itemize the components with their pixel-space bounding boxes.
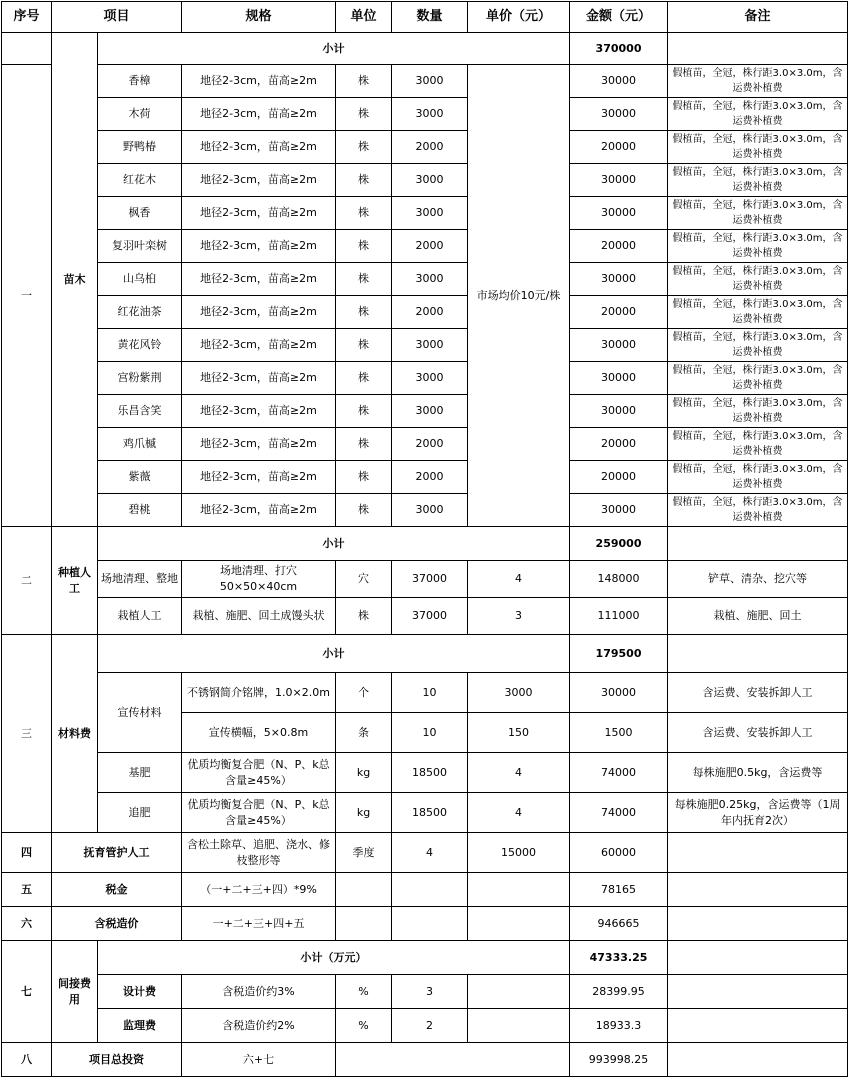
price-cell [468,907,570,941]
item-amount: 30000 [570,197,668,230]
item-unit: 株 [336,395,392,428]
item-amount: 78165 [570,873,668,907]
item-qty: 3000 [392,362,468,395]
item-name: 追肥 [98,793,182,833]
item-note: 假植苗，全冠，株行距3.0×3.0m，含运费补植费 [668,65,848,98]
item-spec: 地径2-3cm，苗高≥2m [182,263,336,296]
table-body [2,33,848,1077]
table-row [2,635,848,673]
item-note: 假植苗，全冠，株行距3.0×3.0m，含运费补植费 [668,329,848,362]
item-amount: 20000 [570,230,668,263]
item-amount: 30000 [570,362,668,395]
item-unit: % [336,1009,392,1043]
item-note: 栽植、施肥、回土 [668,598,848,635]
table-row [2,98,848,131]
section-number: 四 [2,833,52,873]
item-name: 野鸭椿 [98,131,182,164]
item-qty: 3000 [392,494,468,527]
section-number: 三 [2,635,52,833]
item-qty: 3000 [392,395,468,428]
item-amount: 18933.3 [570,1009,668,1043]
item-spec: 优质均衡复合肥（N、P、k总含量≥45%） [182,793,336,833]
item-unit: 个 [336,673,392,713]
item-name: 碧桃 [98,494,182,527]
section-name: 间接费用 [52,941,98,1043]
header-qty: 数量 [392,2,468,33]
item-qty: 2 [392,1009,468,1043]
item-unit: % [336,975,392,1009]
subtotal-label: 小计 [98,635,570,673]
item-name: 紫薇 [98,461,182,494]
header-price: 单价（元） [468,2,570,33]
item-name: 场地清理、整地 [98,561,182,598]
item-qty: 3000 [392,164,468,197]
item-name: 基肥 [98,753,182,793]
section-name: 含税造价 [52,907,182,941]
header-item: 项目 [52,2,182,33]
subtotal-label: 小计（万元） [98,941,570,975]
item-amount: 1500 [570,713,668,753]
item-qty: 10 [392,713,468,753]
table-row [2,907,848,941]
subtotal-amount: 179500 [570,635,668,673]
item-name: 黄花风铃 [98,329,182,362]
item-price: 15000 [468,833,570,873]
item-name: 红花油茶 [98,296,182,329]
item-amount: 148000 [570,561,668,598]
item-spec: 地径2-3cm，苗高≥2m [182,428,336,461]
item-unit: 株 [336,461,392,494]
item-note: 假植苗，全冠，株行距3.0×3.0m，含运费补植费 [668,395,848,428]
note-cell [668,833,848,873]
item-spec: 场地清理、打穴50×50×40cm [182,561,336,598]
item-price: 150 [468,713,570,753]
qty-cell [392,873,468,907]
item-spec: 地径2-3cm，苗高≥2m [182,65,336,98]
table-row [2,329,848,362]
price-cell [468,975,570,1009]
item-qty: 37000 [392,561,468,598]
item-amount: 74000 [570,753,668,793]
item-unit: 株 [336,598,392,635]
seq-cell [2,33,52,65]
table-row [2,197,848,230]
item-name: 枫香 [98,197,182,230]
item-qty: 2000 [392,461,468,494]
section-number: 五 [2,873,52,907]
item-qty: 3000 [392,98,468,131]
item-note: 含运费、安装拆卸人工 [668,673,848,713]
subtotal-amount: 370000 [570,33,668,65]
item-qty: 18500 [392,753,468,793]
item-qty: 37000 [392,598,468,635]
item-name: 山乌桕 [98,263,182,296]
section-number: 二 [2,527,52,635]
item-name: 监理费 [98,1009,182,1043]
item-note: 每株施肥0.25kg，含运费等（1周年内抚育2次） [668,793,848,833]
note-cell [668,941,848,975]
subtotal-label: 小计 [98,527,570,561]
note-cell [668,527,848,561]
item-note: 铲草、清杂、挖穴等 [668,561,848,598]
item-note: 假植苗，全冠，株行距3.0×3.0m，含运费补植费 [668,362,848,395]
table-row [2,753,848,793]
item-note: 假植苗，全冠，株行距3.0×3.0m，含运费补植费 [668,296,848,329]
item-qty: 3 [392,975,468,1009]
item-spec: 地径2-3cm，苗高≥2m [182,98,336,131]
item-qty: 2000 [392,428,468,461]
note-cell [668,33,848,65]
item-spec: 优质均衡复合肥（N、P、k总含量≥45%） [182,753,336,793]
table-row [2,598,848,635]
item-unit: 株 [336,362,392,395]
table-row [2,395,848,428]
item-unit: 株 [336,98,392,131]
item-spec: 含松土除草、追肥、浇水、修枝整形等 [182,833,336,873]
table-row [2,833,848,873]
item-unit: 株 [336,197,392,230]
price-cell [468,873,570,907]
item-spec: 六+七 [182,1043,336,1077]
item-unit: 株 [336,230,392,263]
item-spec: 地径2-3cm，苗高≥2m [182,131,336,164]
item-note: 假植苗，全冠，株行距3.0×3.0m，含运费补植费 [668,461,848,494]
table-row [2,527,848,561]
table-row [2,941,848,975]
table-row [2,230,848,263]
item-price: 4 [468,793,570,833]
table-row [2,975,848,1009]
table-row [2,873,848,907]
item-qty: 4 [392,833,468,873]
budget-table [1,1,848,1077]
item-spec: 一+二+三+四+五 [182,907,336,941]
item-spec: 地径2-3cm，苗高≥2m [182,164,336,197]
item-qty: 18500 [392,793,468,833]
table-row [2,296,848,329]
item-unit: 条 [336,713,392,753]
empty-span-cell [336,1043,570,1077]
item-spec: 地径2-3cm，苗高≥2m [182,296,336,329]
item-amount: 30000 [570,98,668,131]
item-note: 假植苗，全冠，株行距3.0×3.0m，含运费补植费 [668,230,848,263]
item-name: 鸡爪槭 [98,428,182,461]
item-unit: 穴 [336,561,392,598]
table-row [2,164,848,197]
item-name: 宫粉紫荆 [98,362,182,395]
item-spec: 地径2-3cm，苗高≥2m [182,230,336,263]
item-qty: 10 [392,673,468,713]
item-unit: 株 [336,131,392,164]
item-amount: 30000 [570,395,668,428]
table-row [2,65,848,98]
note-cell [668,873,848,907]
item-unit: 季度 [336,833,392,873]
section-name: 项目总投资 [52,1043,182,1077]
section-number: 六 [2,907,52,941]
note-cell [668,1043,848,1077]
item-note: 假植苗，全冠，株行距3.0×3.0m，含运费补植费 [668,197,848,230]
item-amount: 111000 [570,598,668,635]
item-amount: 30000 [570,263,668,296]
item-note: 假植苗，全冠，株行距3.0×3.0m，含运费补植费 [668,428,848,461]
table-row [2,793,848,833]
unit-cell [336,907,392,941]
subtotal-amount: 259000 [570,527,668,561]
item-qty: 2000 [392,230,468,263]
item-amount: 30000 [570,65,668,98]
section-number: 一 [2,65,52,527]
item-unit: 株 [336,329,392,362]
item-qty: 3000 [392,197,468,230]
item-spec: 地径2-3cm，苗高≥2m [182,329,336,362]
table-row [2,461,848,494]
item-name: 香樟 [98,65,182,98]
item-unit: 株 [336,164,392,197]
item-spec: （一+二+三+四）*9% [182,873,336,907]
subtotal-amount: 47333.25 [570,941,668,975]
section-name: 税金 [52,873,182,907]
note-cell [668,635,848,673]
item-qty: 2000 [392,131,468,164]
item-note: 假植苗，全冠，株行距3.0×3.0m，含运费补植费 [668,98,848,131]
section-name: 种植人工 [52,527,98,635]
item-amount: 20000 [570,461,668,494]
table-row [2,362,848,395]
item-spec: 地径2-3cm，苗高≥2m [182,362,336,395]
table-row [2,494,848,527]
item-note: 假植苗，全冠，株行距3.0×3.0m，含运费补植费 [668,164,848,197]
subtotal-label: 小计 [98,33,570,65]
item-qty: 3000 [392,329,468,362]
item-name: 复羽叶栾树 [98,230,182,263]
section-name: 苗木 [52,33,98,527]
note-cell [668,975,848,1009]
unit-cell [336,873,392,907]
section-number: 七 [2,941,52,1043]
item-amount: 28399.95 [570,975,668,1009]
item-spec: 含税造价约2% [182,1009,336,1043]
price-cell [468,1009,570,1043]
item-name: 栽植人工 [98,598,182,635]
table-row [2,263,848,296]
item-qty: 3000 [392,263,468,296]
qty-cell [392,907,468,941]
section-name: 材料费 [52,635,98,833]
header-amount: 金额（元） [570,2,668,33]
item-amount: 993998.25 [570,1043,668,1077]
table-row [2,561,848,598]
item-name: 红花木 [98,164,182,197]
item-amount: 30000 [570,329,668,362]
item-note: 假植苗，全冠，株行距3.0×3.0m，含运费补植费 [668,263,848,296]
item-spec: 地径2-3cm，苗高≥2m [182,494,336,527]
item-spec: 地径2-3cm，苗高≥2m [182,395,336,428]
item-spec: 宣传横幅，5×0.8m [182,713,336,753]
table-header [2,2,848,33]
item-name: 木荷 [98,98,182,131]
item-price: 3000 [468,673,570,713]
item-spec: 地径2-3cm，苗高≥2m [182,461,336,494]
table-row [2,1009,848,1043]
section-name: 抚育管护人工 [52,833,182,873]
item-note: 假植苗，全冠，株行距3.0×3.0m，含运费补植费 [668,131,848,164]
item-unit: 株 [336,263,392,296]
item-spec: 不锈钢简介铭牌，1.0×2.0m [182,673,336,713]
item-name: 设计费 [98,975,182,1009]
table-row [2,1043,848,1077]
item-spec: 地径2-3cm，苗高≥2m [182,197,336,230]
item-note: 假植苗，全冠，株行距3.0×3.0m，含运费补植费 [668,494,848,527]
item-name: 乐昌含笑 [98,395,182,428]
header-spec: 规格 [182,2,336,33]
item-amount: 20000 [570,428,668,461]
table-row [2,673,848,713]
note-cell [668,907,848,941]
header-note: 备注 [668,2,848,33]
item-unit: 株 [336,428,392,461]
item-amount: 20000 [570,296,668,329]
item-price: 4 [468,561,570,598]
note-cell [668,1009,848,1043]
item-amount: 20000 [570,131,668,164]
item-amount: 30000 [570,673,668,713]
item-price: 市场均价10元/株 [468,65,570,527]
section-number: 八 [2,1043,52,1077]
item-amount: 74000 [570,793,668,833]
header-seq: 序号 [2,2,52,33]
item-note: 每株施肥0.5kg，含运费等 [668,753,848,793]
item-unit: 株 [336,65,392,98]
item-price: 3 [468,598,570,635]
item-qty: 2000 [392,296,468,329]
item-price: 4 [468,753,570,793]
item-unit: kg [336,793,392,833]
item-amount: 30000 [570,164,668,197]
item-spec: 含税造价约3% [182,975,336,1009]
table-row [2,131,848,164]
item-name: 宣传材料 [98,673,182,753]
item-unit: 株 [336,296,392,329]
item-unit: kg [336,753,392,793]
item-amount: 60000 [570,833,668,873]
item-spec: 栽植、施肥、回土成馒头状 [182,598,336,635]
item-qty: 3000 [392,65,468,98]
table-row [2,33,848,65]
item-amount: 30000 [570,494,668,527]
item-note: 含运费、安装拆卸人工 [668,713,848,753]
item-amount: 946665 [570,907,668,941]
header-unit: 单位 [336,2,392,33]
item-unit: 株 [336,494,392,527]
table-row [2,428,848,461]
